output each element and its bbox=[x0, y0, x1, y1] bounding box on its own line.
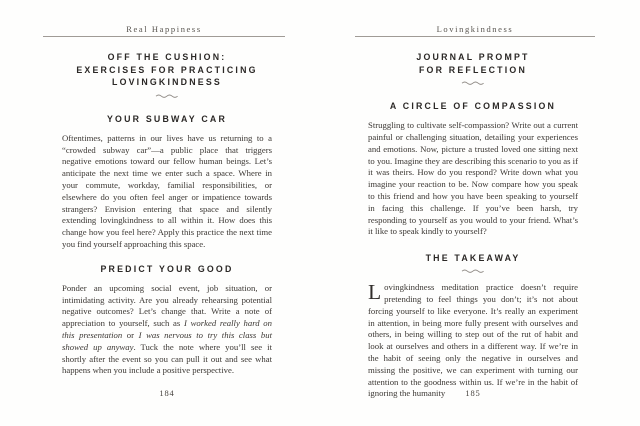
body-paragraph: Oftentimes, patterns in our lives have us returning to a “crowded subway car”—a public place that triggers negative emotions toward our fellow human beings. Let’s anticipate the next time we enter such a space. Where in your commute, workday, familial responsibilities, or elsewhere do you often feel anger or impatience towards strangers? Envision entering that space and silently extending lovingkindness to all within it. How does this change how you feel here? Apply this practice the next time you find yourself approaching this space. bbox=[62, 132, 272, 249]
chapter-heading-line: OFF THE CUSHION: bbox=[107, 52, 227, 62]
running-header-right: Lovingkindness bbox=[436, 24, 514, 34]
chapter-heading-line: JOURNAL PROMPT bbox=[416, 52, 530, 62]
chapter-heading-line: EXERCISES FOR PRACTICING bbox=[76, 64, 258, 75]
body-paragraph-takeaway: Lovingkindness meditation practice doesn’t require pretending to feel things you don’t; it’s not about forcing yourself to like everyone. It’s really an experiment in attention, in being more fully present with ourselves and others, in being willing to step out of the rut of habit and look at ourselves and others in a different way. If we’re in the habit of seeing only the negative in ourselves and missing the positive, we can experiment with turning our attention to the goodness within us. If we’re in the habit of ignoring the humanity bbox=[368, 280, 578, 399]
section-title-your-subway-car: YOUR SUBWAY CAR bbox=[106, 113, 227, 124]
chapter-heading-line: FOR REFLECTION bbox=[418, 64, 527, 75]
squiggle-divider-icon bbox=[62, 92, 272, 99]
section-title-predict-your-good: PREDICT YOUR GOOD bbox=[100, 263, 234, 274]
squiggle-divider-icon bbox=[368, 267, 578, 274]
body-paragraph: Struggling to cultivate self-compassion? Write out a current painful or challenging situation, detailing your experiences and emotions. Now, picture a trusted loved one sitting next to you. Imagine they are describing this scenario to you as if it was theirs. How do you respond? Write down what you imagine your reaction to be. Now compare how you speak to this friend and how you have been speaking to yourself in facing this challenge. If you’ve been harsh, try responding to yourself as you would to your friend. What’s it like to speak kindly to yourself? bbox=[368, 120, 578, 237]
chapter-heading-line: LOVINGKINDNESS bbox=[112, 77, 222, 88]
squiggle-divider-icon bbox=[368, 79, 578, 86]
running-header-left: Real Happiness bbox=[126, 24, 202, 34]
left-page-text-column bbox=[62, 0, 272, 377]
right-page bbox=[320, 0, 640, 426]
page-number-right: 185 bbox=[465, 388, 481, 398]
chapter-heading bbox=[62, 51, 272, 89]
right-page-text-column bbox=[368, 0, 578, 400]
chapter-heading bbox=[368, 51, 578, 76]
body-paragraph: Ponder an upcoming social event, job situation, or intimidating activity. Are you already rehearsing potential negative outcomes? Let’s change that. Write a note of appreciation to yourself, such as I worked really hard on this presentation or I was nervous to try this class but showed up anyway. Tuck the note where you’ll see it shortly after the event so you can pull it out and see what happens when you include a positive perspective. bbox=[62, 282, 272, 376]
drop-cap: L bbox=[368, 280, 382, 305]
section-title-a-circle-of-compassion: A CIRCLE OF COMPASSION bbox=[389, 101, 557, 112]
page-number-left: 184 bbox=[159, 388, 175, 398]
section-title-the-takeaway: THE TAKEAWAY bbox=[425, 253, 521, 264]
